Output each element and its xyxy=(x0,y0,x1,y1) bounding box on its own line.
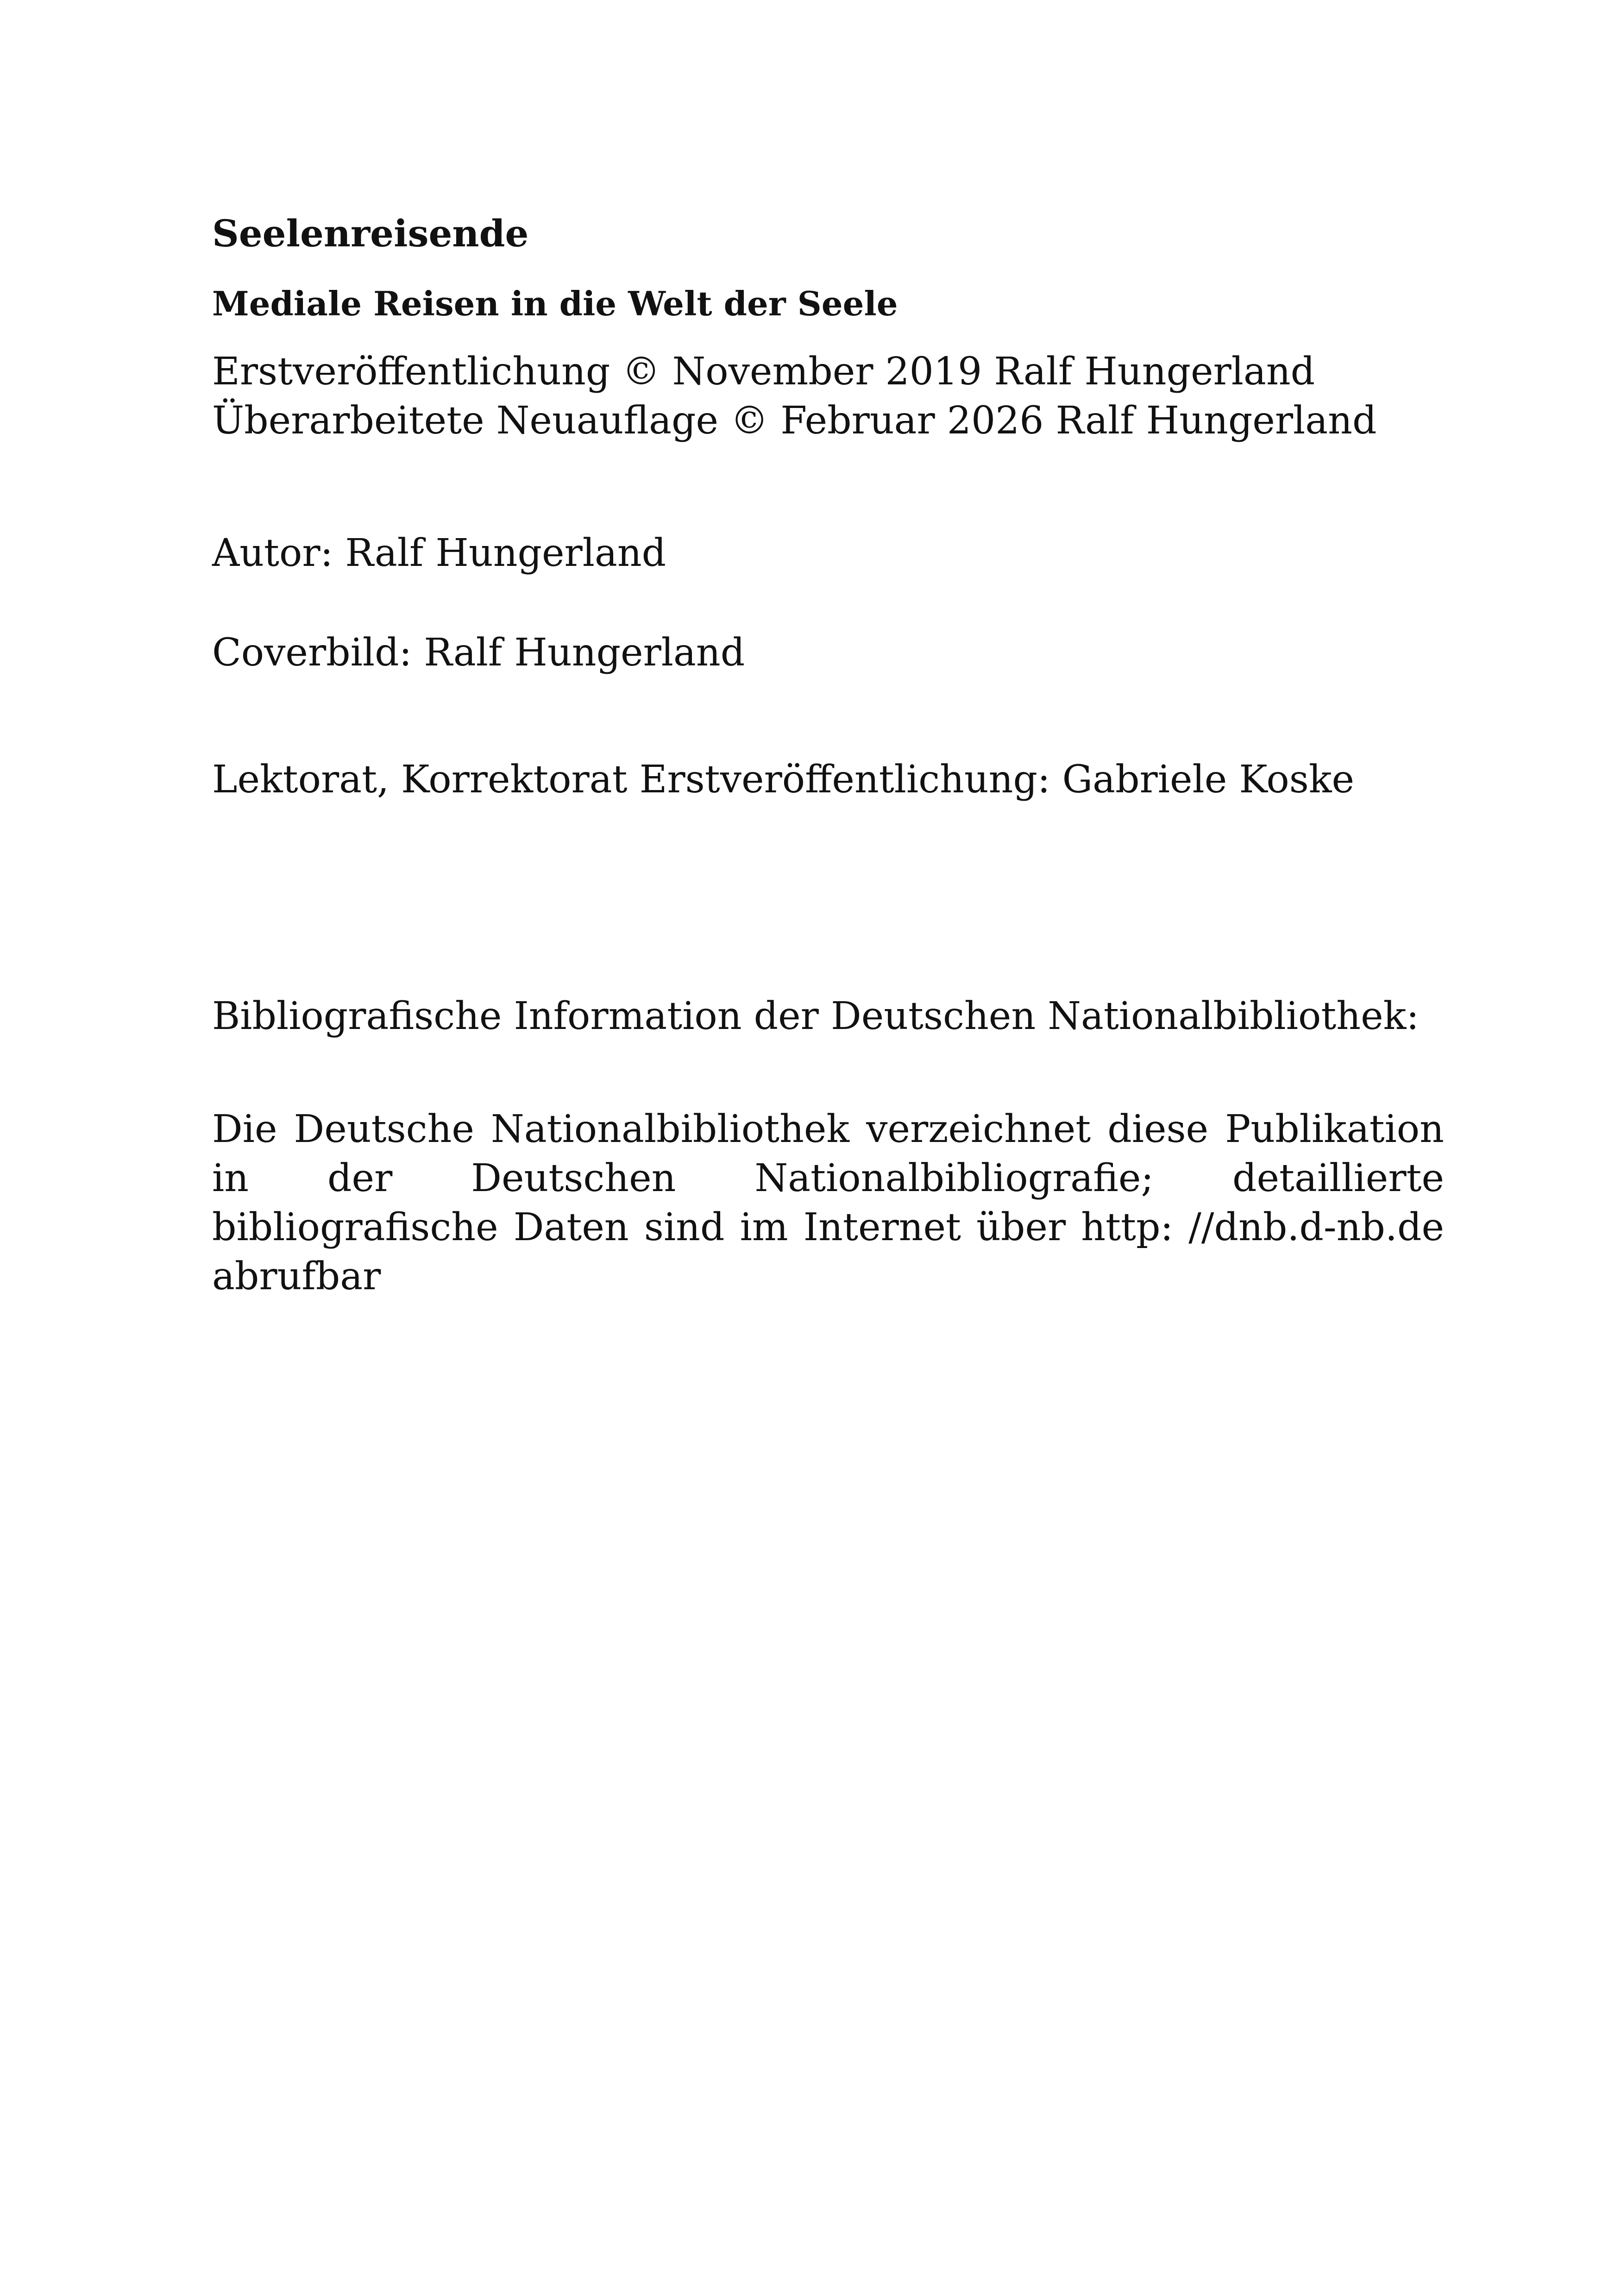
copyright-notice xyxy=(212,347,1444,445)
bibliography-text: Die Deutsche Nationalbibliothek verzeichnet diese Publikation in der Deutschen Nationalbibliografie; detaillierte bibliografische Daten sind im Internet über http: //dnb.d-nb.de abrufbar xyxy=(212,1107,1444,1299)
author-credit: Autor: Ralf Hungerland xyxy=(212,531,666,575)
book-subtitle: Mediale Reisen in die Welt der Seele xyxy=(212,284,898,323)
editing-credit: Lektorat, Korrektorat Erstveröffentlichung: Gabriele Koske xyxy=(212,758,1355,802)
first-edition-line: Erstveröffentlichung © November 2019 Ralf Hungerland xyxy=(212,350,1315,394)
bibliography-heading: Bibliografische Information der Deutschen Nationalbibliothek: xyxy=(212,994,1419,1038)
book-title: Seelenreisende xyxy=(212,212,529,255)
revised-edition-line: Überarbeitete Neuauflage © Februar 2026 Ralf Hungerland xyxy=(212,399,1377,443)
cover-image-credit: Coverbild: Ralf Hungerland xyxy=(212,631,745,675)
